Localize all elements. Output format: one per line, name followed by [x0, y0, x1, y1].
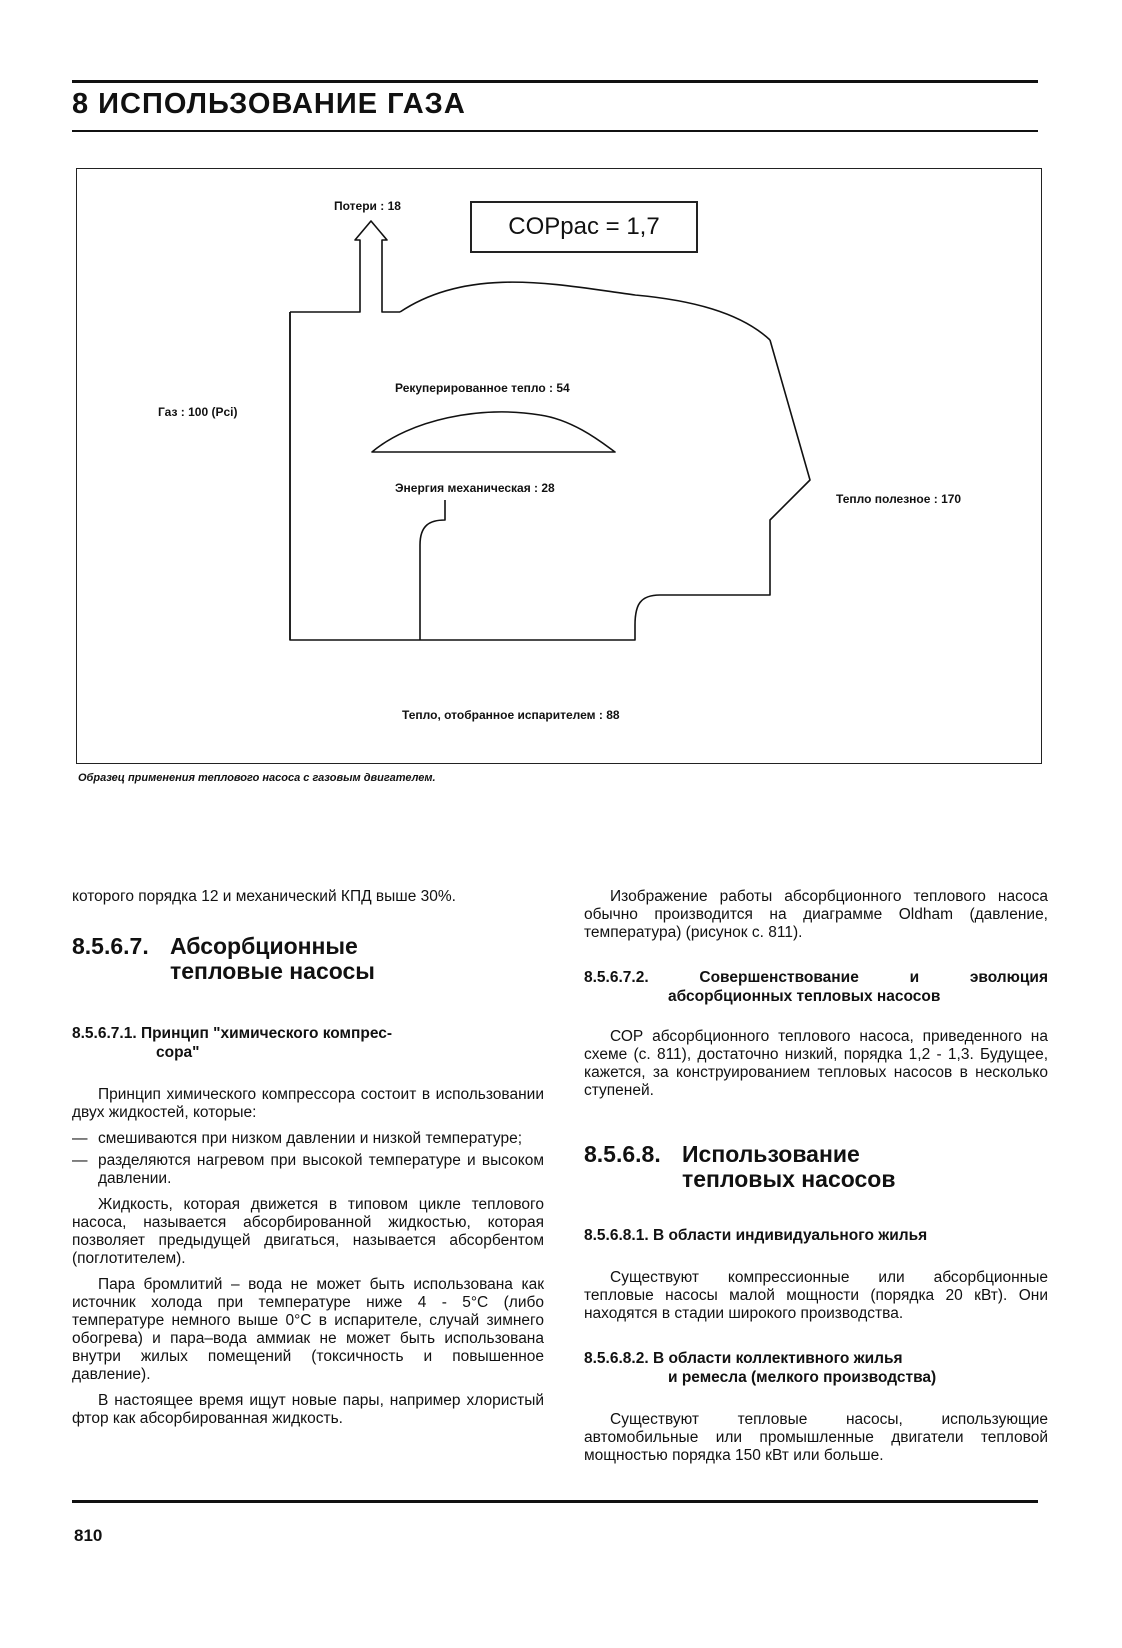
right-column: [584, 888, 1048, 1465]
subsection-heading-85671: [72, 1024, 544, 1062]
subsection-title-line: сора": [156, 1044, 200, 1061]
flow-main-outline: [290, 221, 810, 640]
label-recovered-heat: Рекуперированное тепло : 54: [395, 381, 570, 395]
list-item-text: разделяются нагревом при высокой температуре и высоком давлении.: [98, 1152, 544, 1187]
footer-rule: [72, 1500, 1038, 1503]
flow-diagram-clean: [0, 0, 1122, 800]
subsection-title-line: 8.5.6.7.2. Совершенствование и эволюция: [584, 969, 1048, 986]
label-evaporator-heat: Тепло, отобранное испарителем : 88: [402, 708, 620, 722]
section-number: 8.5.6.7.: [72, 933, 149, 959]
label-useful-heat: Тепло полезное : 170: [836, 492, 962, 506]
list-item: [72, 1152, 544, 1188]
subsection-title-line: и ремесла (мелкого производства): [668, 1369, 937, 1386]
subsection-title-line: 8.5.6.7.1. Принцип "химического компрес-: [72, 1025, 393, 1042]
paragraph: Изображение работы абсорбционного теплового насоса обычно производится на диаграмме Oldham (давление, температура) (рисунок с. 811).: [584, 888, 1048, 941]
paragraph: В настоящее время ищут новые пары, например хлористый фтор как абсорбированная жидкость.: [72, 1392, 544, 1427]
section-heading-8568: [584, 1142, 1048, 1192]
paragraph: Пара бромлитий – вода не может быть использована как источник холода при температуре ниже 4 - 5°С (либо температуре немного выше 0°С в испарителе, случай зимнего обогрева) и пара–вода аммиак не может быть использована внутри жилых помещений (токсичность и повышенное давление).: [72, 1276, 544, 1383]
section-title-line: Абсорбционные: [170, 933, 358, 959]
paragraph: Существуют компрессионные или абсорбционные тепловые насосы малой мощности (порядка 20 кВт). Они находятся в стадии широкого производства.: [584, 1269, 1048, 1322]
dash-marker: —: [72, 1152, 88, 1169]
figure-caption: Образец применения теплового насоса с газовым двигателем.: [78, 772, 436, 784]
label-losses: Потери : 18: [334, 199, 401, 213]
section-title-line: тепловые насосы: [170, 958, 375, 984]
dash-marker: —: [72, 1130, 88, 1147]
subsection-title-line: 8.5.6.8.2. В области коллективного жилья: [584, 1350, 903, 1367]
paragraph: Существуют тепловые насосы, использующие автомобильные или промышленные двигатели тепловой мощностью порядка 150 кВт или больше.: [584, 1411, 1048, 1464]
paragraph: СОР абсорбционного теплового насоса, приведенного на схеме (с. 811), достаточно низкий, порядка 1,2 - 1,3. Будущее, кажется, за конструированием тепловых насосов в несколько ступеней.: [584, 1028, 1048, 1099]
list-item: [72, 1130, 544, 1148]
subsection-heading-85682: [584, 1349, 1048, 1387]
subsection-title-line: абсорбционных тепловых насосов: [668, 988, 941, 1005]
label-gas-input: Газ : 100 (Pci): [158, 405, 238, 419]
section-title-line: Использование: [682, 1141, 860, 1167]
left-column: [72, 888, 544, 1428]
subsection-heading-85681: 8.5.6.8.1. В области индивидуального жилья: [584, 1227, 928, 1244]
paragraph: Жидкость, которая движется в типовом цикле теплового насоса, называется абсорбированной жидкостью, которая позволяет предыдущей двигаться, называется абсорбентом (поглотителем).: [72, 1196, 544, 1267]
section-heading-8567: [72, 934, 544, 984]
chapter-title: 8 ИСПОЛЬЗОВАНИЕ ГАЗА: [72, 88, 466, 120]
page-number: 810: [74, 1526, 103, 1545]
section-number: 8.5.6.8.: [584, 1141, 661, 1167]
label-mechanical-energy: Энергия механическая : 28: [395, 481, 555, 495]
subsection-heading-85672: [584, 968, 1048, 1006]
paragraph: Принцип химического компрессора состоит в использовании двух жидкостей, которые:: [72, 1086, 544, 1121]
cop-box: COPpac = 1,7: [470, 201, 698, 253]
list-item-text: смешиваются при низком давлении и низкой температуре;: [98, 1130, 523, 1147]
section-title-line: тепловых насосов: [682, 1166, 896, 1192]
paragraph: которого порядка 12 и механический КПД выше 30%.: [72, 888, 456, 905]
